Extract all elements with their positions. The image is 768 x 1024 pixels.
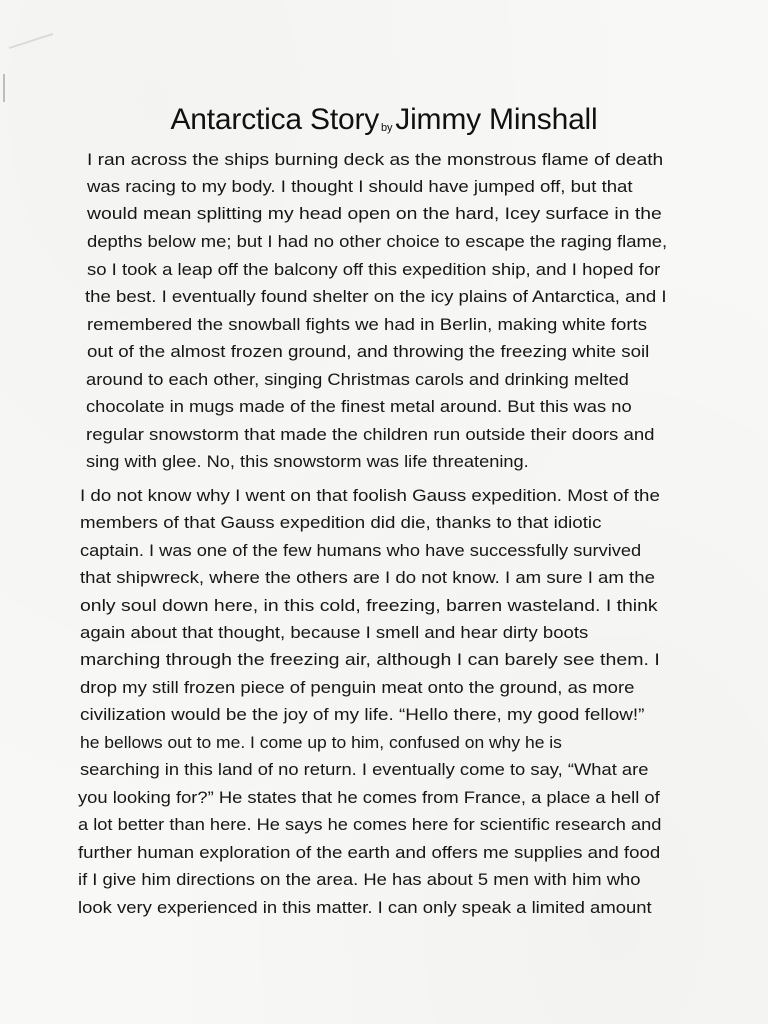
scan-edge-mark [3, 74, 5, 102]
story-line: you looking for?” He states that he comes from France, a place a hell of [78, 789, 660, 807]
story-line: around to each other, singing Christmas carols and drinking melted [86, 371, 629, 389]
story-line: he bellows out to me. I come up to him, confused on why he is [80, 734, 562, 752]
title-author: Jimmy Minshall [395, 103, 598, 136]
story-line: captain. I was one of the few humans who have successfully survived [80, 542, 642, 560]
story-line: depths below me; but I had no other choice to escape the raging flame, [87, 233, 668, 251]
story-line: marching through the freezing air, although I can barely see them. I [80, 651, 660, 669]
story-line: the best. I eventually found shelter on the icy plains of Antarctica, and I [85, 288, 667, 306]
story-line: I do not know why I went on that foolish Gauss expedition. Most of the [80, 487, 660, 505]
scan-smudge [9, 33, 53, 49]
story-line: again about that thought, because I smell and hear dirty boots [80, 624, 589, 642]
story-line: I ran across the ships burning deck as the monstrous flame of death [87, 151, 664, 169]
story-line: drop my still frozen piece of penguin meat onto the ground, as more [80, 679, 635, 697]
story-line: searching in this land of no return. I eventually come to say, “What are [80, 761, 649, 779]
story-line: remembered the snowball fights we had in Berlin, making white forts [87, 316, 647, 334]
story-line: sing with glee. No, this snowstorm was life threatening. [86, 453, 529, 471]
story-line: if I give him directions on the area. He has about 5 men with him who [78, 871, 641, 889]
story-line: so I took a leap off the balcony off this expedition ship, and I hoped for [87, 261, 661, 279]
story-line: members of that Gauss expedition did die, thanks to that idiotic [80, 514, 602, 532]
title-main: Antarctica Story [170, 103, 380, 136]
story-line: chocolate in mugs made of the finest metal around. But this was no [86, 398, 632, 416]
story-title [0, 100, 768, 148]
story-line: was racing to my body. I thought I should have jumped off, but that [87, 178, 633, 196]
story-line: a lot better than here. He says he comes here for scientific research and [78, 816, 662, 834]
story-line: only soul down here, in this cold, freezing, barren wasteland. I think [80, 597, 658, 615]
story-line: regular snowstorm that made the children run outside their doors and [86, 426, 655, 444]
story-line: would mean splitting my head open on the hard, Icey surface in the [87, 205, 662, 223]
story-line: that shipwreck, where the others are I do not know. I am sure I am the [80, 569, 655, 587]
story-line: out of the almost frozen ground, and throwing the freezing white soil [87, 343, 650, 361]
story-line: look very experienced in this matter. I can only speak a limited amount [78, 899, 652, 917]
title-by: by [381, 122, 393, 134]
story-line: further human exploration of the earth and offers me supplies and food [78, 844, 661, 862]
story-line: civilization would be the joy of my life. “Hello there, my good fellow!” [80, 706, 645, 724]
